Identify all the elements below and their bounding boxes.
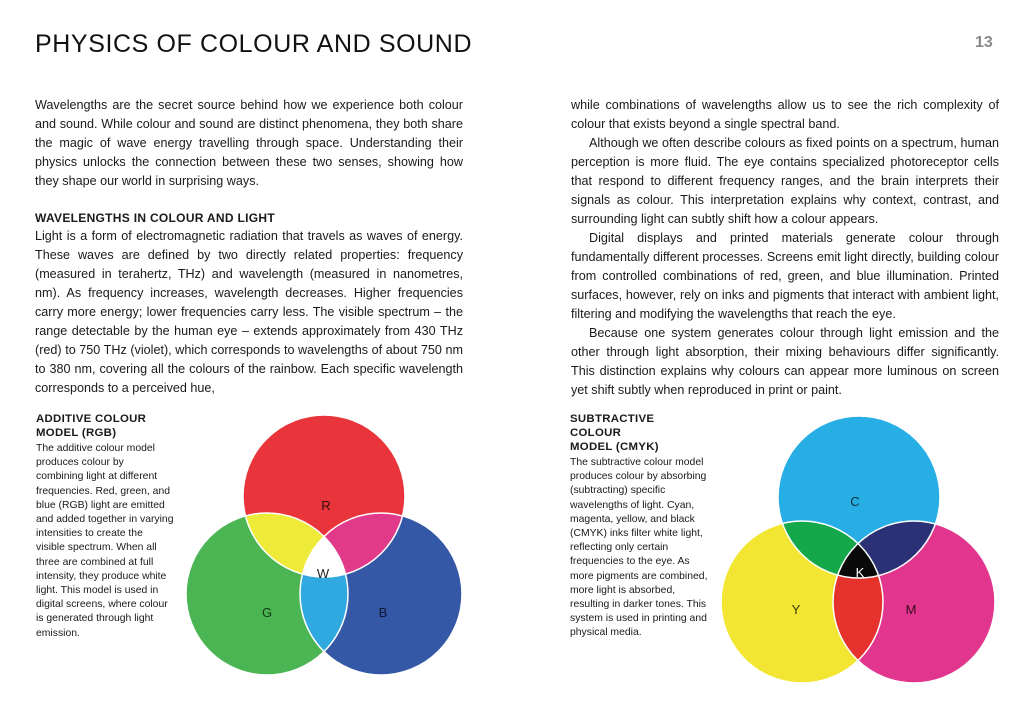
additive-title-line2: MODEL (RGB) bbox=[36, 427, 117, 439]
subtractive-figure-caption bbox=[570, 412, 708, 641]
label-c: C bbox=[850, 494, 860, 509]
additive-caption-text: The additive colour model produces colour by combining light at different frequencies. Red, green, and blue (RGB) light are emitted and added together in varying intensities to create the visible spectrum. When all three are combined at full intensity, they produce white light. This model is used in digital screens, where colour is generated through light emission. bbox=[36, 443, 174, 639]
label-w: W bbox=[316, 566, 330, 581]
additive-figure-title bbox=[36, 412, 174, 440]
subtractive-title-line2: MODEL (CMYK) bbox=[570, 441, 659, 453]
additive-rgb-diagram bbox=[188, 406, 473, 706]
subtractive-cmyk-diagram bbox=[718, 408, 1003, 708]
subtractive-caption-text: The subtractive colour model produces colour by absorbing (subtracting) specific wavelengths of light. Cyan, magenta, yellow, and black (CMYK) inks filter white light, reflecting only certain frequencies to the eye. As more pigments are combined, more light is absorbed, resulting in darker tones. This system is used in printing and physical media. bbox=[570, 457, 708, 639]
label-b: B bbox=[378, 605, 388, 620]
left-text-column bbox=[35, 96, 463, 398]
right-text-column bbox=[571, 96, 999, 400]
perception-paragraph: Although we often describe colours as fixed points on a spectrum, human perception is more fluid. The eye contains specialized photoreceptor cells that respond to different frequency ranges, and the brain interprets their signals as colour. This interpretation explains why context, contrast, and surrounding light can subtly shift how a colour appears. bbox=[571, 136, 999, 226]
label-g: G bbox=[261, 605, 273, 620]
subtractive-title-line1: SUBTRACTIVE COLOUR bbox=[570, 413, 655, 439]
label-r: R bbox=[321, 498, 331, 513]
continued-paragraph: while combinations of wavelengths allow us to see the rich complexity of colour that exists beyond a single spectral band. bbox=[571, 98, 999, 131]
additive-figure-caption bbox=[36, 412, 174, 641]
label-m: M bbox=[905, 602, 917, 617]
subtractive-figure-title bbox=[570, 412, 708, 454]
intro-paragraph: Wavelengths are the secret source behind how we experience both colour and sound. While colour and sound are distinct phenomena, they both share the magic of wave energy travelling through space. Understanding their physics unlocks the connection between these two senses, showing how they shape our world in surprising ways. bbox=[35, 98, 463, 188]
mixing-paragraph: Because one system generates colour through light emission and the other through light absorption, their mixing behaviours differ significantly. This distinction explains why colours can appear more luminous on screen yet shift subtly when reproduced in print or paint. bbox=[571, 326, 999, 397]
label-y: Y bbox=[791, 602, 801, 617]
label-k: K bbox=[855, 565, 865, 580]
page-number: 13 bbox=[975, 34, 993, 51]
displays-paragraph: Digital displays and printed materials generate colour through fundamentally different processes. Screens emit light directly, building colour from controlled combinations of red, green, and blue illumination. Printed surfaces, however, rely on inks and pigments that interact with ambient light, filtering and modifying the wavelengths that reach the eye. bbox=[571, 231, 999, 321]
section-paragraph: Light is a form of electromagnetic radiation that travels as waves of energy. These waves are defined by two directly related properties: frequency (measured in terahertz, THz) and wavelength (measured in nanometres, nm). As frequency increases, wavelength decreases. Higher frequencies carry more energy; lower frequencies carry less. The visible spectrum – the range detectable by the human eye – extends approximately from 430 THz (red) to 750 THz (violet), which corresponds to wavelengths of about 750 nm to 380 nm, covering all the colours of the rainbow. Each specific wavelength corresponds to a perceived hue, bbox=[35, 229, 463, 395]
section-heading: WAVELENGTHS IN COLOUR AND LIGHT bbox=[35, 211, 275, 225]
additive-title-line1: ADDITIVE COLOUR bbox=[36, 413, 147, 425]
page-title: PHYSICS OF COLOUR AND SOUND bbox=[35, 30, 473, 58]
